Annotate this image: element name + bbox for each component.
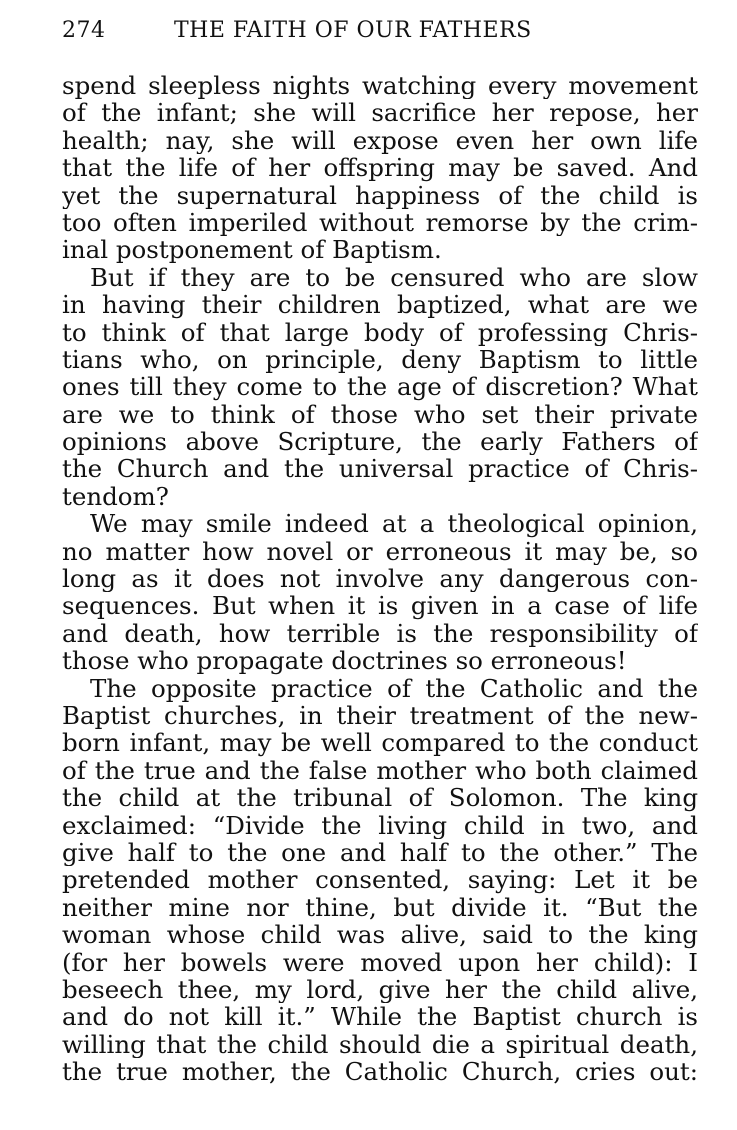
text-line: the Church and the universal practice of Chris-: [62, 455, 698, 483]
text-line: The opposite practice of the Catholic and the: [90, 674, 698, 702]
running-title: THE FAITH OF OUR FATHERS: [174, 18, 532, 43]
text-line: But if they are to be censured who are slow: [90, 263, 698, 292]
body-text: [62, 72, 698, 1085]
text-line: health; nay, she will expose even her own life: [62, 126, 698, 155]
text-line: the true mother, the Catholic Church, cries out:: [62, 1058, 698, 1086]
text-line: Baptist churches, in their treatment of the new-: [62, 701, 698, 730]
text-line: and do not kill it.” While the Baptist church is: [62, 1003, 698, 1031]
text-line: beseech thee, my lord, give her the child alive,: [62, 975, 698, 1004]
text-line: tians who, on principle, deny Baptism to little: [62, 345, 698, 374]
text-line: and death, how terrible is the responsibility of: [62, 619, 698, 648]
text-line: sequences. But when it is given in a case of life: [62, 592, 698, 620]
text-line: those who propagate doctrines so erroneous!: [62, 647, 627, 675]
text-line: born infant, may be well compared to the conduct: [62, 729, 698, 757]
text-line: too often imperiled without remorse by the crim-: [62, 208, 698, 237]
text-line: long as it does not involve any dangerous con-: [62, 565, 698, 593]
page-number: 274: [62, 18, 106, 43]
text-line: willing that the child should die a spiritual death,: [62, 1030, 698, 1059]
text-line: woman whose child was alive, said to the king: [62, 921, 698, 949]
text-line: exclaimed: “Divide the living child in two, and: [62, 811, 698, 839]
text-line: We may smile indeed at a theological opinion,: [90, 510, 698, 538]
text-line: (for her bowels were moved upon her child): I: [62, 948, 698, 976]
text-line: ones till they come to the age of discretion? What: [62, 373, 698, 401]
text-line: pretended mother consented, saying: Let it be: [62, 866, 698, 894]
text-line: give half to the one and half to the other.” The: [62, 838, 698, 867]
text-line: in having their children baptized, what are we: [62, 291, 698, 319]
page-header: [62, 14, 698, 50]
text-line: yet the supernatural happiness of the child is: [62, 181, 698, 209]
text-line: opinions above Scripture, the early Fathers of: [62, 428, 698, 456]
text-line: the child at the tribunal of Solomon. The king: [62, 784, 698, 812]
text-line: no matter how novel or erroneous it may be, so: [62, 537, 698, 566]
text-line: of the infant; she will sacrifice her repose, her: [62, 99, 698, 127]
text-line: spend sleepless nights watching every movement: [62, 72, 698, 100]
text-line: tendom?: [62, 482, 169, 511]
text-line: that the life of her offspring may be saved. And: [62, 154, 698, 182]
text-line: to think of that large body of professing Chris-: [62, 318, 698, 346]
text-line: of the true and the false mother who both claimed: [62, 756, 698, 785]
text-line: inal postponement of Baptism.: [62, 236, 442, 264]
text-line: neither mine nor thine, but divide it. “But the: [62, 893, 698, 922]
text-line: are we to think of those who set their private: [62, 400, 698, 429]
